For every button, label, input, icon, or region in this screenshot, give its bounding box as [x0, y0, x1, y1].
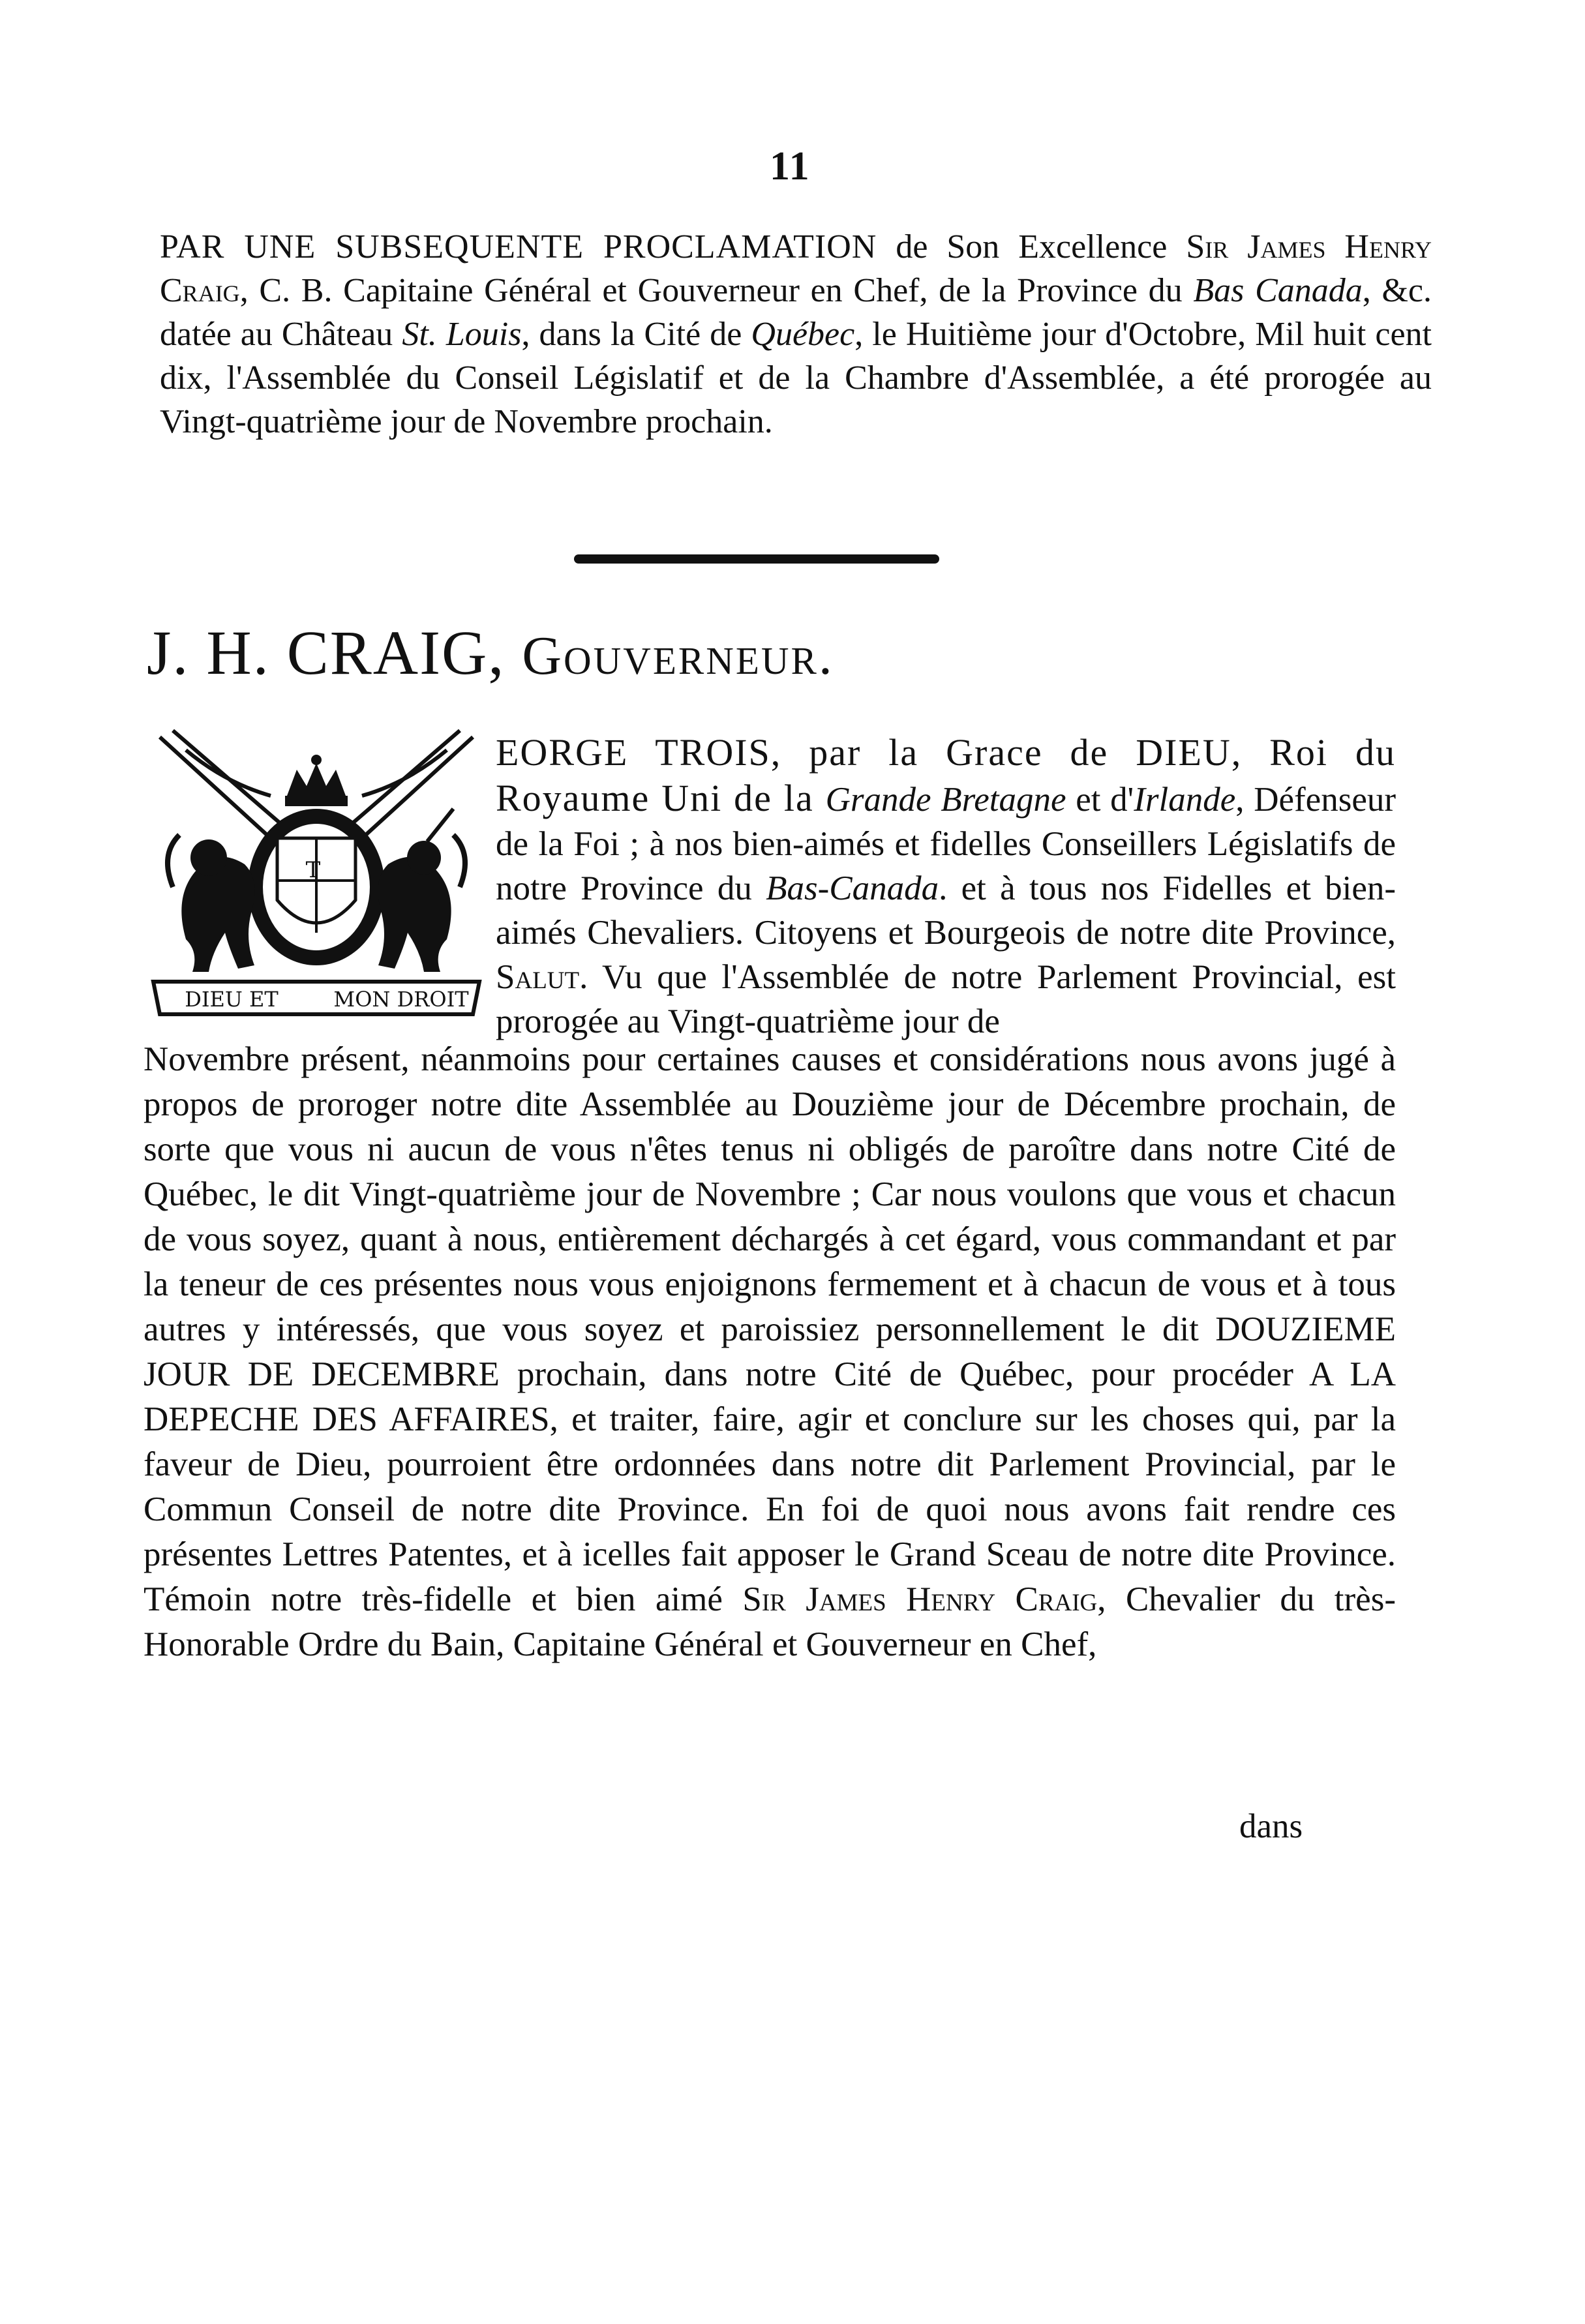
motto-right: MON DROIT [333, 987, 469, 1012]
proclamation-grande-bretagne: Grande Bretagne [825, 781, 1066, 819]
page-number: 11 [770, 144, 811, 189]
notice-lead: PAR UNE SUBSEQUENTE PROCLAMATION [160, 228, 877, 265]
proclamation-bas-canada: Bas-Canada [766, 869, 939, 907]
notice-bas-canada: Bas Canada [1193, 272, 1363, 309]
notice-st-louis: St. Louis [402, 316, 522, 353]
notice-text: , C. B. Capitaine Général et Gouverneur en Chef, de la Province du [239, 272, 1194, 309]
proclamation-body [143, 1037, 1396, 1667]
proclamation-text: , Défenseur de la Foi ; à nos bien-aimés et fidelles Conseillers Législatifs de notre Province du [496, 781, 1396, 907]
royal-coat-of-arms-icon [147, 724, 486, 1031]
notice-sir-name: Sir James Henry Craig [160, 228, 1432, 309]
governor-heading [147, 616, 834, 689]
proclamation-text: EORGE TROIS, par la Grace de DIEU, Roi du Royaume Uni de la [496, 731, 1396, 819]
notice-text: , &c. datée au Château [160, 272, 1432, 353]
governor-name: J. H. CRAIG, [147, 618, 522, 687]
proclamation-opening [496, 731, 1396, 1044]
catchword: dans [1239, 1807, 1303, 1845]
proclamation-irlande: Irlande [1134, 781, 1236, 819]
proclamation-body-text: , Chevalier du très-Honorable Ordre du Bain, Capitaine Général et Gouverneur en Chef, [143, 1580, 1396, 1663]
proclamation-salut: Salut. [496, 958, 588, 996]
proclamation-text: Vu que l'Assemblée de notre Parlement Provincial, est prorogée au Vingt-quatrième jour de [496, 958, 1396, 1040]
governor-title: Gouverneur. [522, 626, 834, 686]
notice-quebec: Québec [751, 316, 855, 353]
proclamation-text: . et à tous nos Fidelles et bien-aimés Chevaliers. Citoyens et Bourgeois de notre dite Province, [496, 869, 1396, 952]
svg-text:T: T [305, 857, 321, 883]
proclamation-body-text: Novembre présent, néanmoins pour certaines causes et considérations nous avons jugé à propos de proroger notre dite Assemblée au Douzième jour de Décembre prochain, de sorte que vous ni aucun de vous n'êtes tenus ni obligés de paroître dans notre Cité de Québec, le dit Vingt-quatrième jour de Novembre ; Car nous voulons que vous et chacun de vous soyez, quant à nous, entièrement déchargés à cet égard, vous commandant et par la teneur de ces présentes nous vous enjoignons fermement et à chacun de vous et à tous autres y intéressés, que vous soyez et paroissiez personnellement le dit DOUZIEME JOUR DE DECEMBRE prochain, dans notre Cité de Québec, pour procéder A LA DEPECHE DES AFFAIRES, et traiter, faire, agir et conclure sur les choses qui, par la faveur de Dieu, pourroient être ordonnées dans notre dit Parlement Provincial, par le Commun Conseil de notre dite Province. En foi de quoi nous avons fait rendre ces présentes Lettres Patentes, et à icelles fait apposer le Grand Sceau de notre dite Province. Témoin notre très-fidelle et bien aimé [143, 1040, 1396, 1618]
notice-text: , le Huitième jour d'Octobre, Mil huit cent dix, l'Assemblée du Conseil Législatif et de la Chambre d'Assemblée, a été prorogée au Vingt-quatrième jour de Novembre prochain. [160, 316, 1432, 440]
motto-left: DIEU ET [185, 987, 279, 1012]
proclamation-text: et d' [1066, 781, 1134, 819]
notice-text: de Son Excellence [877, 228, 1186, 265]
prorogation-notice [160, 225, 1432, 444]
proclamation-sir-name: Sir James Henry Craig [742, 1580, 1098, 1618]
notice-text: , dans la Cité de [521, 316, 751, 353]
section-rule [574, 554, 939, 564]
